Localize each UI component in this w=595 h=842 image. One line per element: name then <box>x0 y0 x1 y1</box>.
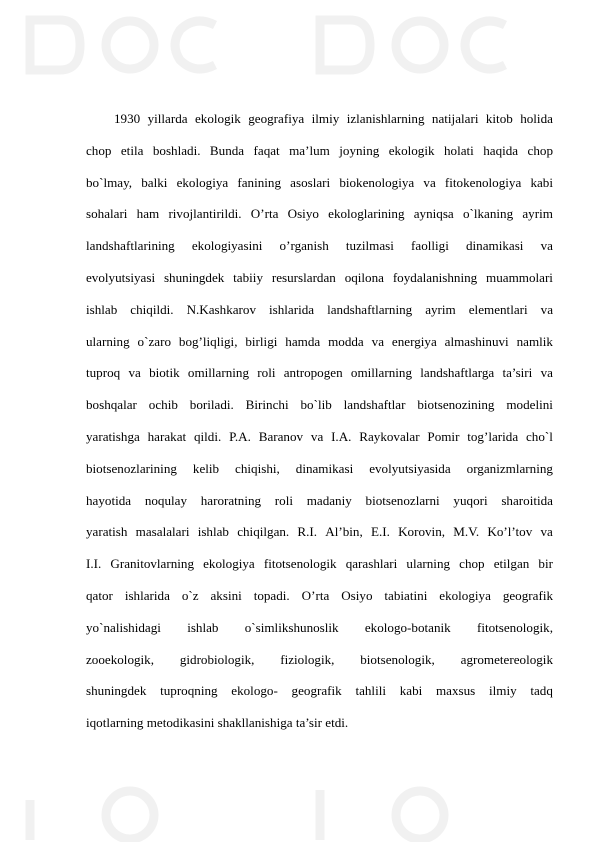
paragraph-line: sohalari ham rivojlantirildi. O’rta Osiyo ekologlarining ayniqsa o`lkaning ayrim <box>86 206 553 222</box>
paragraph-line: boshqalar ochib boriladi. Birinchi bo`lib landshaftlar biotsenozining modelini <box>86 397 553 413</box>
paragraph-line: 1930 yillarda ekologik geografiya ilmiy izlanishlarning natijalari kitob holida <box>114 111 553 126</box>
paragraph-line: zooekologik, gidrobiologik, fiziologik, biotsenologik, agrometereologik <box>86 651 553 667</box>
paragraph-line: tuproq va biotik omillarning roli antropogen omillarning landshaftlarga ta’siri va <box>86 365 553 381</box>
paragraph-line: biotsenozlarining kelib chiqishi, dinamikasi evolyutsiyasida organizmlarning <box>86 460 553 476</box>
paragraph-line: ishlab chiqildi. N.Kashkarov ishlarida landshaftlarning ayrim elementlari va <box>86 301 553 317</box>
paragraph-line: hayotida noqulay haroratning roli madaniy biotsenozlarni yuqori sharoitida <box>86 492 553 508</box>
body-paragraph <box>86 103 553 739</box>
paragraph-line: iqotlarning metodikasini shakllanishiga ta’sir etdi. <box>86 715 349 731</box>
paragraph-line: ularning o`zaro bog’liqligi, birligi hamda modda va energiya almashinuvi namlik <box>86 333 553 349</box>
paragraph-line: chop etila boshladi. Bunda faqat ma’lum joyning ekologik holati haqida chop <box>86 142 553 158</box>
paragraph-line: shuningdek tuproqning ekologo- geografik tahlili kabi maxsus ilmiy tadq <box>86 683 553 699</box>
paragraph-line: bo`lmay, balki ekologiya fanining asoslari biokenologiya va fitokenologiya kabi <box>86 174 553 190</box>
paragraph-line: yaratish masalalari ishlab chiqilgan. R.I. Al’bin, E.I. Korovin, M.V. Ko’l’tov va <box>86 524 553 540</box>
paragraph-line: I.I. Granitovlarning ekologiya fitotsenologik qarashlari ularning chop etilgan bir <box>86 556 553 572</box>
paragraph-line: evolyutsiyasi shuningdek tabiiy resurslardan oqilona foydalanishning muammolari <box>86 269 553 285</box>
paragraph-line: qator ishlarida o`z aksini topadi. O’rta Osiyo tabiatini ekologiya geografik <box>86 587 553 603</box>
paragraph-line: yo`nalishidagi ishlab o`simlikshunoslik ekologo-botanik fitotsenologik, <box>86 619 553 635</box>
paragraph-line: yaratishga harakat qildi. P.A. Baranov va I.A. Raykovalar Pomir tog’larida cho`l <box>86 428 553 444</box>
paragraph-line: landshaftlarining ekologiyasini o’rganish tuzilmasi faolligi dinamikasi va <box>86 238 553 254</box>
